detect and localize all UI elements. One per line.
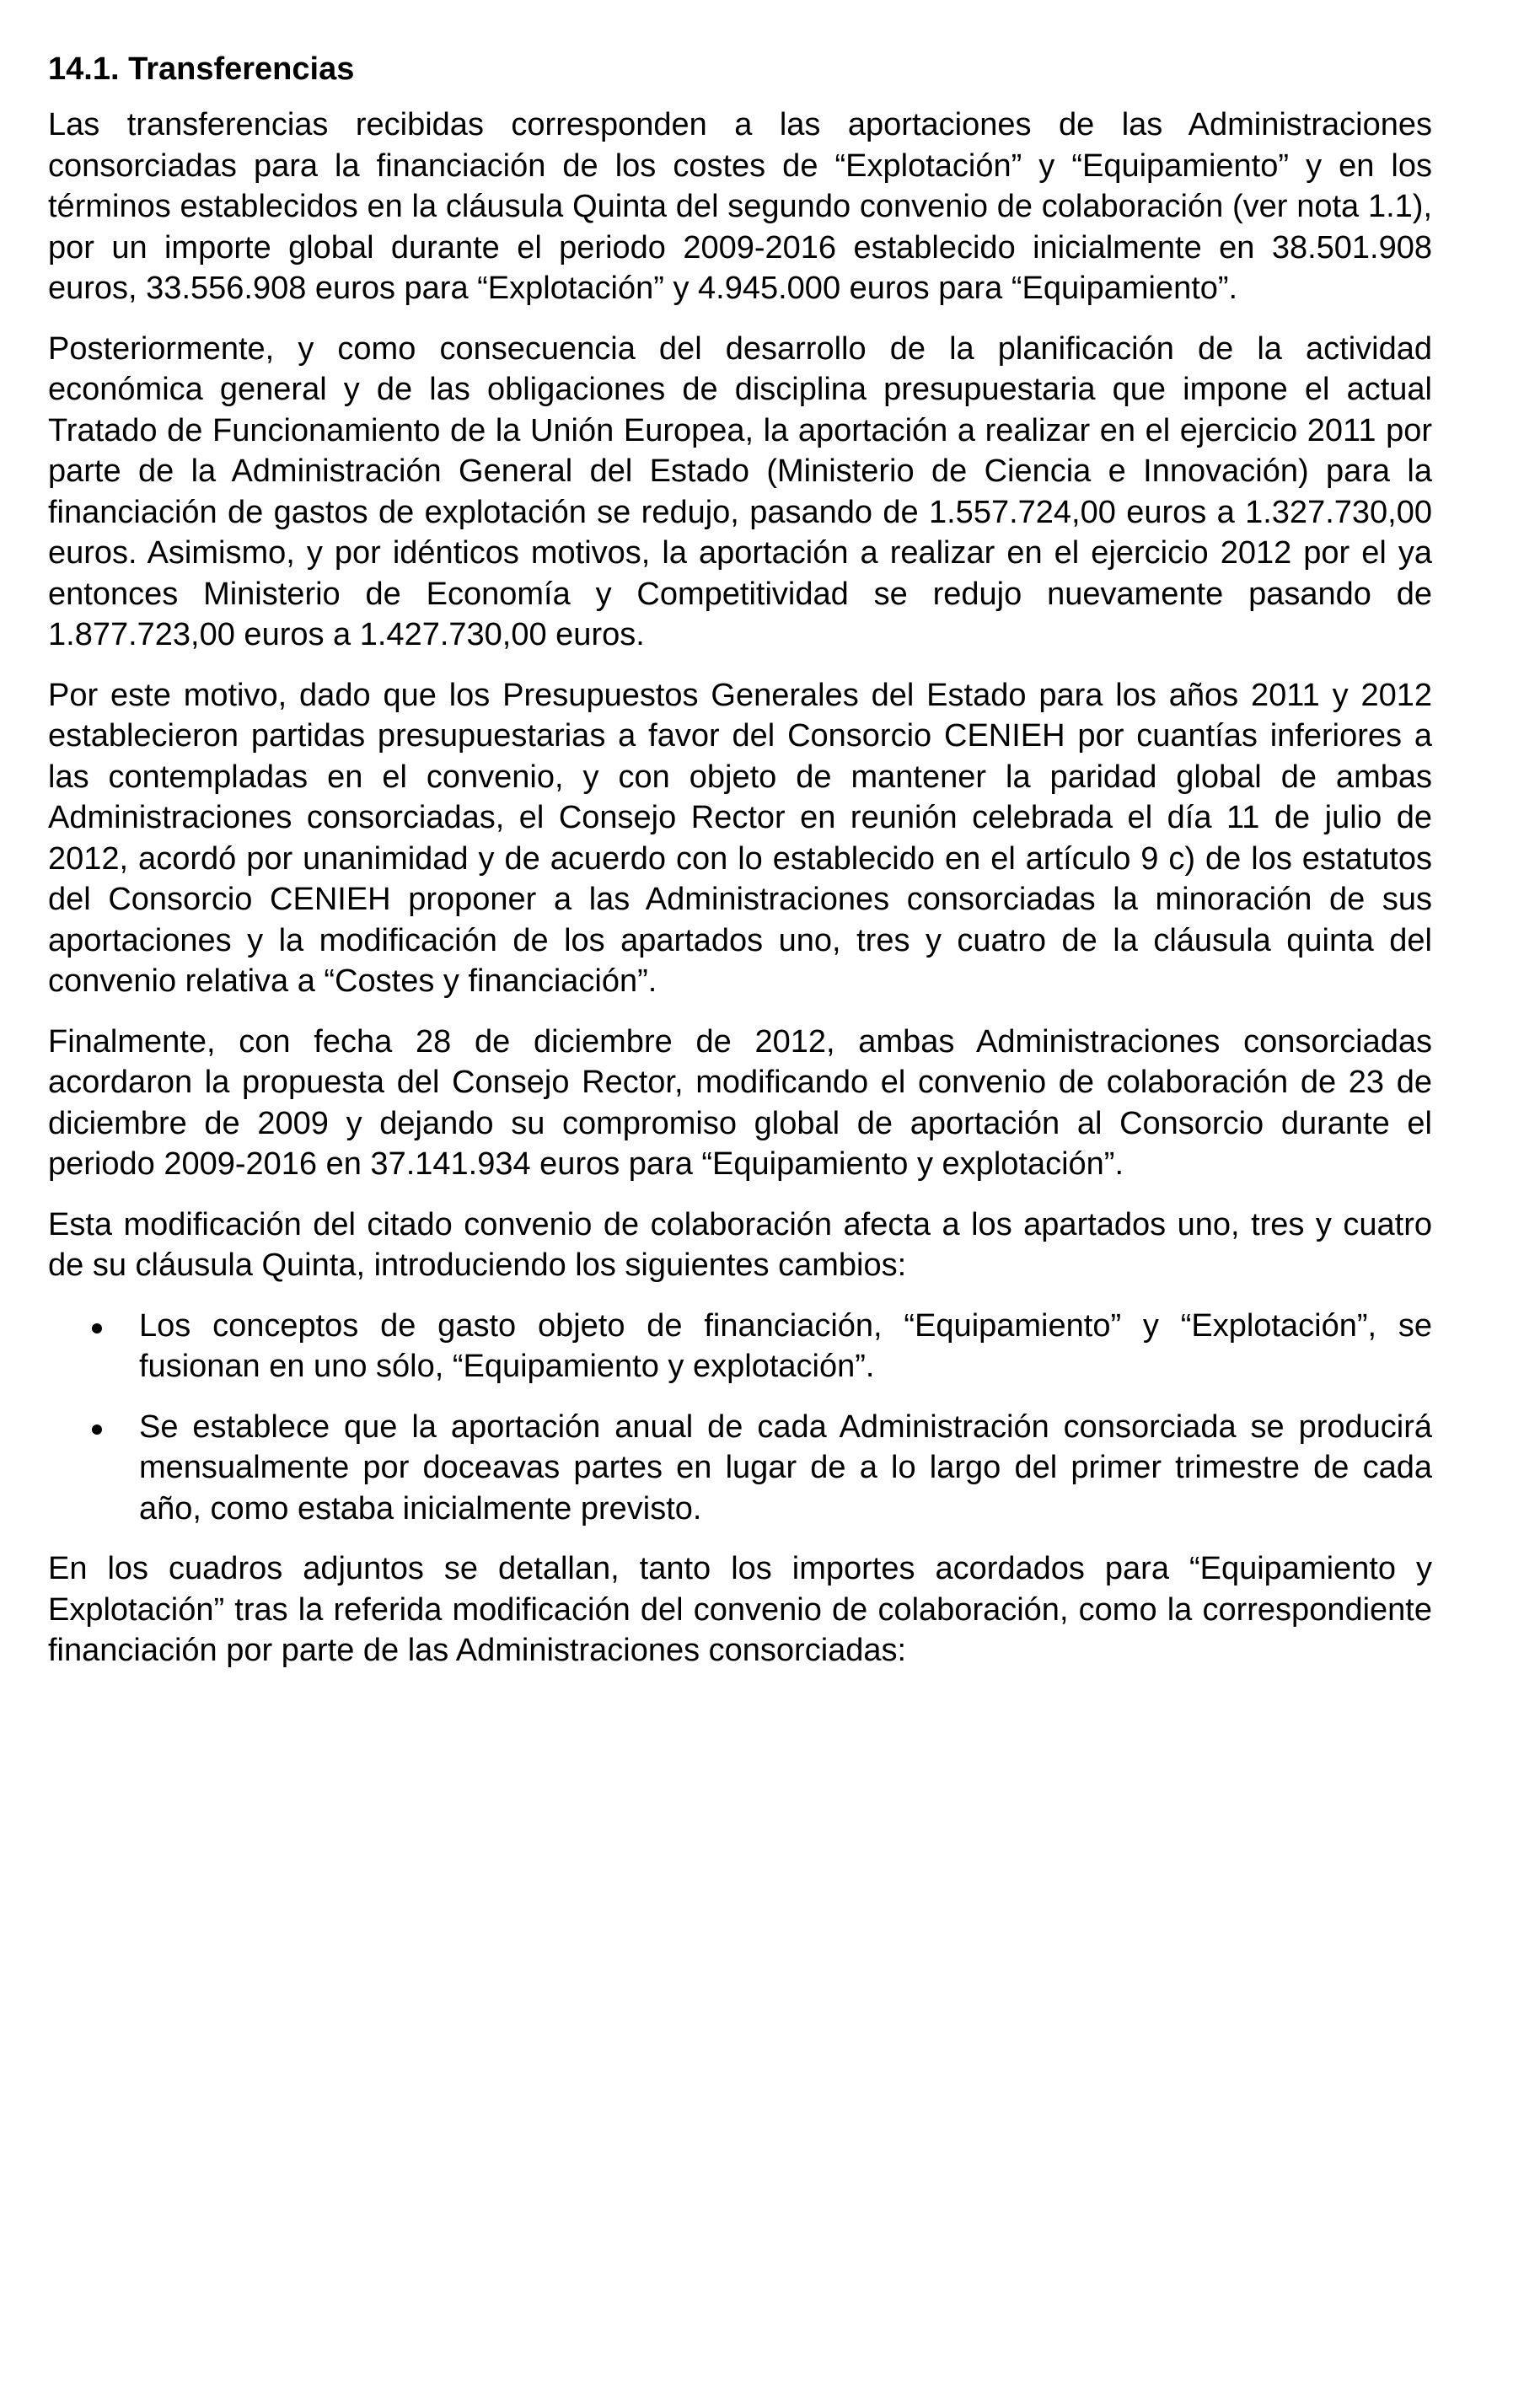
list-item-text: Se establece que la aportación anual de cada Administración consorciada se producirá mensualmente por doceavas partes en lugar de a lo largo del primer trimestre de cada año, como estaba inicialmente previsto. (139, 1408, 1432, 1526)
paragraph-modificacion-convenio: Esta modificación del citado convenio de colaboración afecta a los apartados uno, tres y cuatro de su cláusula Quinta, introduciendo los siguientes cambios: (48, 1206, 1432, 1283)
section-heading: 14.1. Transferencias (48, 51, 355, 87)
list-item (48, 1407, 1432, 1530)
paragraph-consejo-rector: Por este motivo, dado que los Presupuestos Generales del Estado para los años 2011 y 2012 establecieron partidas presupuestarias a favor del Consorcio CENIEH por cuantías inferiores a las contempladas en el convenio, y con objeto de mantener la paridad global de ambas Administraciones consorciadas, el Consejo Rector en reunión celebrada el día 11 de julio de 2012, acordó por unanimidad y de acuerdo con lo establecido en el artículo 9 c) de los estatutos del Consorcio CENIEH proponer a las Administraciones consorciadas la minoración de sus aportaciones y la modificación de los apartados uno, tres y cuatro de la cláusula quinta del convenio relativa a “Costes y financiación”. (48, 677, 1432, 999)
paragraph-cuadros-adjuntos: En los cuadros adjuntos se detallan, tanto los importes acordados para “Equipamiento y Explotación” tras la referida modificación del convenio de colaboración, como la correspondiente financiación por parte de las Administraciones consorciadas: (48, 1551, 1432, 1668)
changes-list (48, 1306, 1432, 1530)
bullet-icon (92, 1425, 102, 1435)
list-item (48, 1306, 1432, 1387)
list-item-text: Los conceptos de gasto objeto de financiación, “Equipamiento” y “Explotación”, se fusionan en uno sólo, “Equipamiento y explotación”. (139, 1307, 1432, 1384)
bullet-icon (92, 1323, 102, 1333)
paragraph-reduccion-aportaciones: Posteriormente, y como consecuencia del desarrollo de la planificación de la actividad económica general y de las obligaciones de disciplina presupuestaria que impone el actual Tratado de Funcionamiento de la Unión Europea, la aportación a realizar en el ejercicio 2011 por parte de la Administración General del Estado (Ministerio de Ciencia e Innovación) para la financiación de gastos de explotación se redujo, pasando de 1.557.724,00 euros a 1.327.730,00 euros. Asimismo, y por idénticos motivos, la aportación a realizar en el ejercicio 2012 por el ya entonces Ministerio de Economía y Competitividad se redujo nuevamente pasando de 1.877.723,00 euros a 1.427.730,00 euros. (48, 330, 1432, 652)
document-page (48, 49, 1432, 1691)
paragraph-transferencias-intro: Las transferencias recibidas corresponden a las aportaciones de las Administraciones consorciadas para la financiación de los costes de “Explotación” y “Equipamiento” y en los términos establecidos en la cláusula Quinta del segundo convenio de colaboración (ver nota 1.1), por un importe global durante el periodo 2009-2016 establecido inicialmente en 38.501.908 euros, 33.556.908 euros para “Explotación” y 4.945.000 euros para “Equipamiento”. (48, 107, 1432, 306)
paragraph-acuerdo-final: Finalmente, con fecha 28 de diciembre de 2012, ambas Administraciones consorciadas acordaron la propuesta del Consejo Rector, modificando el convenio de colaboración de 23 de diciembre de 2009 y dejando su compromiso global de aportación al Consorcio durante el periodo 2009-2016 en 37.141.934 euros para “Equipamiento y explotación”. (48, 1023, 1432, 1182)
